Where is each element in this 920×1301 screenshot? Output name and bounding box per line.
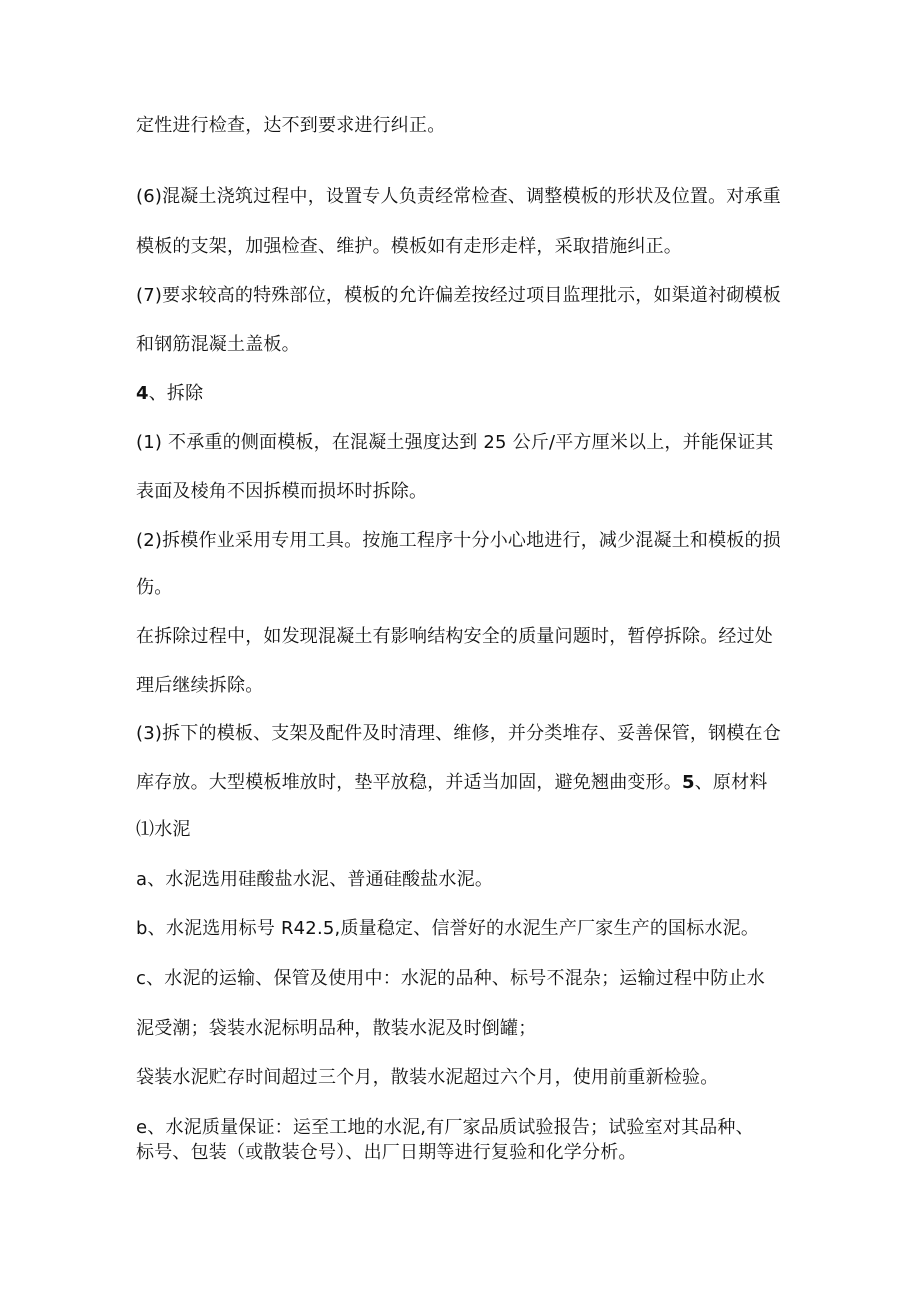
- text-line: (1) 不承重的侧面模板，在混凝土强度达到 25 公斤/平方厘米以上，并能保证其: [136, 432, 774, 453]
- section-title: 、原材料: [694, 772, 768, 793]
- section-title: 、拆除: [148, 383, 204, 404]
- section-heading: [136, 382, 203, 406]
- text-line: 和钢筋混凝土盖板。: [136, 334, 300, 355]
- list-item: a、水泥选用硅酸盐水泥、普通硅酸盐水泥。: [136, 869, 494, 890]
- list-item: c、水泥的运输、保管及使用中：水泥的品种、标号不混杂；运输过程中防止水: [136, 968, 765, 989]
- text-line: 袋装水泥贮存时间超过三个月，散装水泥超过六个月，使用前重新检验。: [136, 1067, 719, 1088]
- text-line: 伤。: [136, 577, 173, 598]
- text-line: 定性进行检查，达不到要求进行纠正。: [136, 115, 446, 136]
- text-line: [136, 771, 768, 795]
- list-item: b、水泥选用标号 R42.5,质量稳定、信誉好的水泥生产厂家生产的国标水泥。: [136, 918, 760, 939]
- list-item: e、水泥质量保证：运至工地的水泥,有厂家品质试验报告；试验室对其品种、: [136, 1117, 754, 1138]
- text-line: 泥受潮；袋装水泥标明品种，散装水泥及时倒罐；: [136, 1018, 537, 1039]
- subsection-heading: ⑴水泥: [136, 819, 191, 840]
- text-segment: 库存放。大型模板堆放时，垫平放稳，并适当加固，避免翘曲变形。: [136, 772, 682, 793]
- section-number: 4: [136, 383, 149, 404]
- section-number: 5: [682, 772, 695, 793]
- text-line: 在拆除过程中，如发现混凝土有影响结构安全的质量问题时，暂停拆除。经过处: [136, 626, 773, 647]
- text-line: (6)混凝土浇筑过程中，设置专人负责经常检查、调整模板的形状及位置。对承重: [136, 186, 781, 207]
- text-line: 理后继续拆除。: [136, 675, 264, 696]
- text-line: (3)拆下的模板、支架及配件及时清理、维修，并分类堆存、妥善保管，钢模在仓: [136, 723, 781, 744]
- text-line: 表面及棱角不因拆模而损坏时拆除。: [136, 481, 428, 502]
- text-line: (2)拆模作业采用专用工具。按施工程序十分小心地进行，减少混凝土和模板的损: [136, 530, 781, 551]
- text-line: (7)要求较高的特殊部位，模板的允许偏差按经过项目监理批示，如渠道衬砌模板: [136, 285, 781, 306]
- text-line: 标号、包装（或散装仓号）、出厂日期等进行复验和化学分析。: [136, 1142, 637, 1163]
- text-line: 模板的支架，加强检查、维护。模板如有走形走样，采取措施纠正。: [136, 236, 682, 257]
